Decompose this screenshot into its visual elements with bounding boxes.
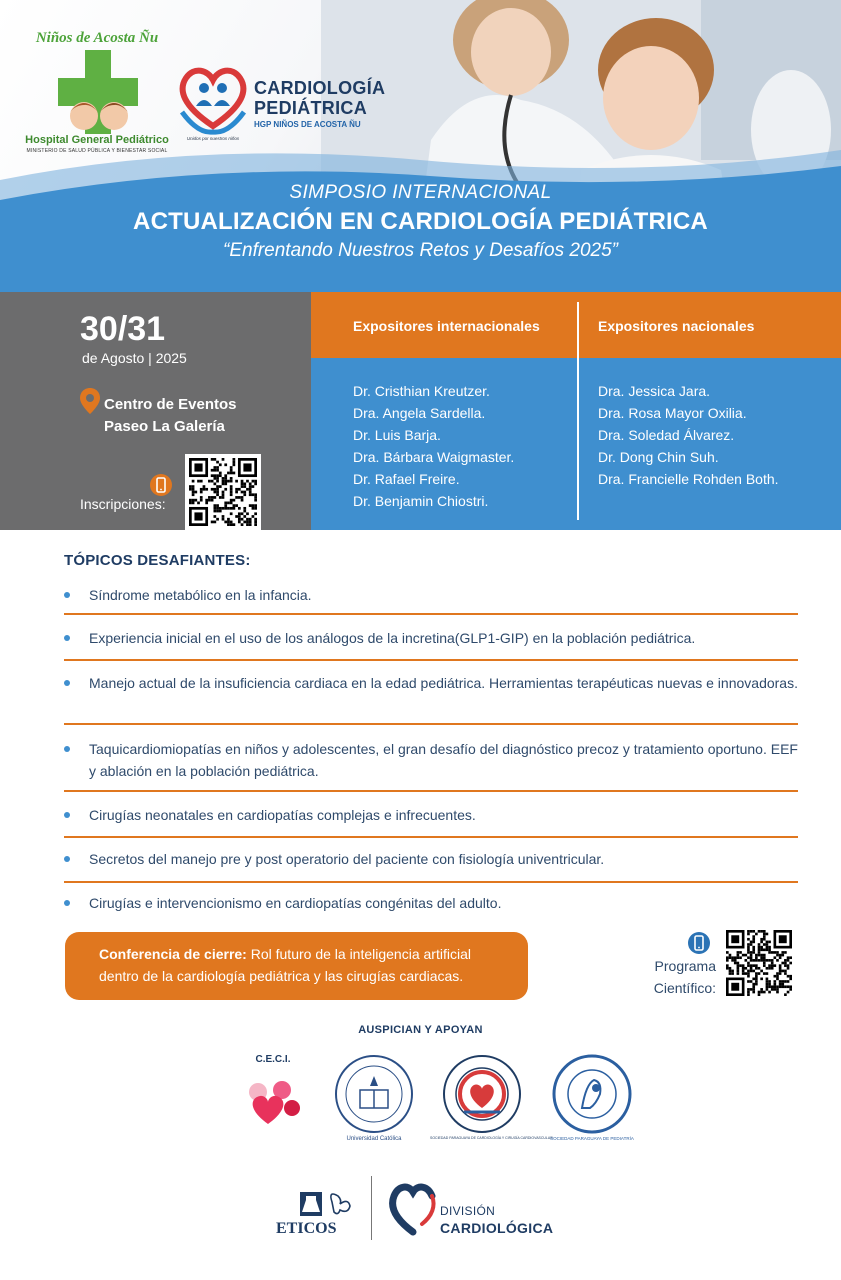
divider xyxy=(64,723,798,725)
international-speakers-list xyxy=(353,380,514,512)
sponsors-title: AUSPICIAN Y APOYAN xyxy=(358,1024,483,1036)
eticos-logo xyxy=(272,1184,362,1244)
program-qr-code[interactable] xyxy=(726,930,792,996)
ceci-logo-text: C.E.C.I. xyxy=(255,1054,291,1065)
ceci-hearts-icon xyxy=(238,1070,308,1130)
bullet-icon xyxy=(64,680,70,686)
ceci-logo xyxy=(228,1054,318,1144)
venue-line1: Centro de Eventos xyxy=(104,396,237,413)
bullet-icon xyxy=(64,746,70,752)
speaker-item: Dr. Luis Barja. xyxy=(353,427,441,443)
speaker-item: Dr. Cristhian Kreutzer. xyxy=(353,383,490,399)
division-line2: CARDIOLÓGICA xyxy=(440,1220,554,1236)
event-kicker: SIMPOSIO INTERNACIONAL xyxy=(289,182,552,203)
footer-divider xyxy=(371,1176,372,1240)
speakers-header xyxy=(311,292,841,358)
heart-hands-icon xyxy=(178,62,248,136)
divider xyxy=(64,613,798,615)
cardio-society-name: SOCIEDAD PARAGUAYA DE CARDIOLOGÍA Y CIRUGÍA CARDIOVASCULAR xyxy=(430,1136,553,1140)
topic-text: Experiencia inicial en el uso de los análogos de la incretina(GLP1-GIP) en la población pediátrica. xyxy=(89,630,696,646)
speaker-item: Dr. Benjamin Chiostri. xyxy=(353,493,489,509)
speaker-item: Dra. Jessica Jara. xyxy=(598,383,711,399)
divider xyxy=(64,881,798,883)
speakers-divider xyxy=(577,302,579,520)
topic-text: Cirugías e intervencionismo en cardiopatías congénitas del adulto. xyxy=(89,895,502,911)
heart-outline-icon xyxy=(388,1180,438,1236)
cardiology-logo-tagline: Unidos por nuestros niños xyxy=(186,136,240,141)
bullet-icon xyxy=(64,635,70,641)
event-heading xyxy=(0,182,841,262)
university-seal-icon xyxy=(334,1054,414,1134)
eticos-wordmark: ETICOS xyxy=(276,1220,337,1237)
phone-icon xyxy=(150,474,172,496)
location-pin-icon xyxy=(80,388,100,414)
national-speakers-list xyxy=(598,380,779,490)
pediatric-society-name: SOCIEDAD PARAGUAYA DE PEDIATRÍA xyxy=(550,1136,634,1141)
closing-text: Rol futuro de la inteligencia artificial dentro de la cardiología pediátrica y las cirugías cardiacas. xyxy=(99,946,471,984)
pediatric-society-logo xyxy=(552,1054,642,1144)
closing-label: Conferencia de cierre: xyxy=(99,946,247,962)
topic-text: Manejo actual de la insuficiencia cardiaca en la edad pediátrica. Herramientas terapéuticas nuevas e innovadoras. xyxy=(89,675,798,691)
program-label-line2: Científico: xyxy=(653,980,716,996)
event-details-panel xyxy=(0,292,311,530)
topic-text: Secretos del manejo pre y post operatorio del paciente con fisiología univentricular. xyxy=(89,851,605,867)
catholic-university-logo xyxy=(334,1054,424,1144)
divider xyxy=(64,790,798,792)
event-month-year: de Agosto | 2025 xyxy=(82,350,187,366)
speaker-item: Dr. Dong Chin Suh. xyxy=(598,449,719,465)
speaker-item: Dra. Angela Sardella. xyxy=(353,405,486,421)
international-speakers-title: Expositores internacionales xyxy=(353,318,540,334)
speaker-item: Dra. Bárbara Waigmaster. xyxy=(353,449,515,465)
university-name: Universidad Católica xyxy=(346,1136,402,1142)
divider xyxy=(64,836,798,838)
divider xyxy=(64,659,798,661)
registration-qr-code[interactable] xyxy=(185,454,261,530)
topic-text: Cirugías neonatales en cardiopatías complejas e infrecuentes. xyxy=(89,807,476,823)
event-date: 30/31 xyxy=(80,310,166,348)
bullet-icon xyxy=(64,900,70,906)
cardiology-logo xyxy=(178,62,386,152)
cardiology-society-logo xyxy=(430,1054,553,1144)
topic-text: Síndrome metabólico en la infancia. xyxy=(89,587,312,603)
topic-text: Taquicardiomiopatías en niños y adolescentes, el gran desafío del diagnóstico precoz y tratamiento oportuno. EEF y ablación en la población pediátrica. xyxy=(89,741,798,779)
hospital-name: Hospital General Pediátrico xyxy=(25,134,169,146)
bullet-icon xyxy=(64,812,70,818)
pediatric-society-seal-icon xyxy=(552,1054,632,1134)
cardiology-logo-line2: PEDIÁTRICA xyxy=(254,98,368,118)
speaker-item: Dr. Rafael Freire. xyxy=(353,471,460,487)
bullet-icon xyxy=(64,592,70,598)
info-band xyxy=(0,292,841,530)
event-subtitle: “Enfrentando Nuestros Retos y Desafíos 2025” xyxy=(223,240,618,261)
flask-butterfly-icon xyxy=(298,1186,354,1218)
cardiology-logo-line3: HGP NIÑOS DE ACOSTA ÑU xyxy=(254,120,361,129)
hero-banner xyxy=(0,0,841,292)
national-speakers-title: Expositores nacionales xyxy=(598,318,755,334)
hospital-subtitle: MINISTERIO DE SALUD PÚBLICA Y BIENESTAR SOCIAL xyxy=(26,148,168,154)
registration-label: Inscripciones: xyxy=(80,496,166,512)
bullet-icon xyxy=(64,856,70,862)
hospital-logo xyxy=(22,30,172,160)
green-cross-icon xyxy=(58,50,138,134)
speaker-item: Dra. Francielle Rohden Both. xyxy=(598,471,779,487)
phone-icon xyxy=(688,932,710,954)
hospital-logo-arc-text: Niños de Acosta Ñu xyxy=(35,30,159,46)
program-label-line1: Programa xyxy=(654,958,716,974)
speaker-item: Dra. Soledad Álvarez. xyxy=(598,427,735,443)
venue-line2: Paseo La Galería xyxy=(104,418,225,435)
topics-title: TÓPICOS DESAFIANTES: xyxy=(64,552,251,569)
cardiology-logo-line1: CARDIOLOGÍA xyxy=(254,78,386,98)
closing-conference-box xyxy=(65,932,528,1000)
division-line1: DIVISIÓN xyxy=(440,1204,496,1218)
event-title: ACTUALIZACIÓN EN CARDIOLOGÍA PEDIÁTRICA xyxy=(133,208,708,235)
speaker-item: Dra. Rosa Mayor Oxilia. xyxy=(598,405,747,421)
cardio-society-seal-icon xyxy=(442,1054,522,1134)
